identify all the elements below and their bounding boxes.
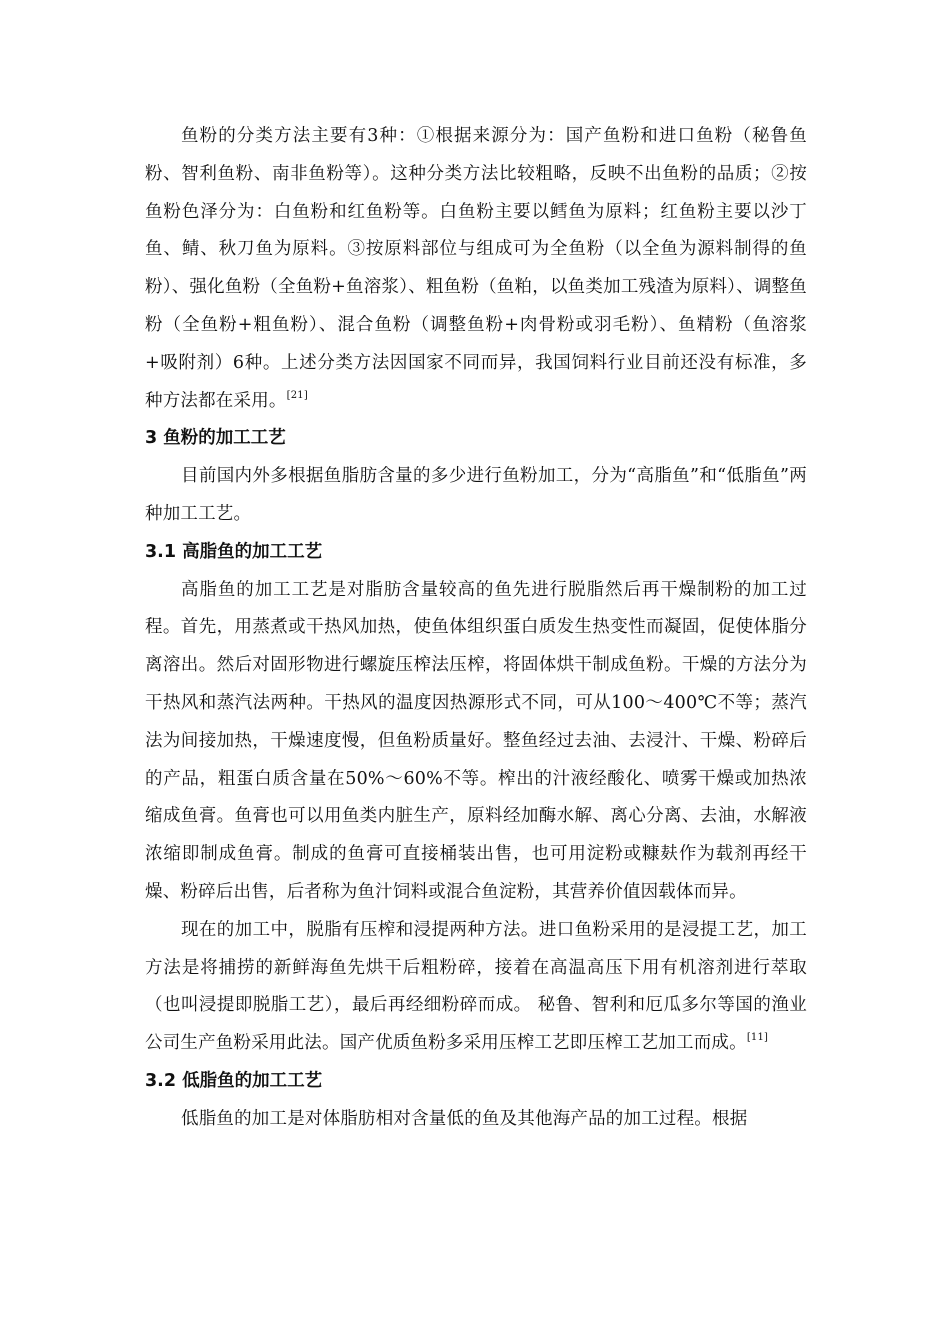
document-body (145, 118, 807, 1139)
paragraph-low-fat-process (145, 1101, 807, 1139)
citation-ref: [21] (286, 389, 308, 401)
paragraph-text: 鱼粉的分类方法主要有3种：①根据来源分为：国产鱼粉和进口鱼粉（秘鲁鱼粉、智利鱼粉、南非鱼粉等）。这种分类方法比较粗略，反映不出鱼粉的品质；②按鱼粉色泽分为：白鱼粉和红鱼粉等。白鱼粉主要以鳕鱼为原料；红鱼粉主要以沙丁鱼、鲭、秋刀鱼为原料。③按原料部位与组成可为全鱼粉（以全鱼为源料制得的鱼粉）、强化鱼粉（全鱼粉+鱼溶浆）、粗鱼粉（鱼粕，以鱼类加工残渣为原料）、调整鱼粉（全鱼粉+粗鱼粉）、混合鱼粉（调整鱼粉+肉骨粉或羽毛粉）、鱼精粉（鱼溶浆+吸附剂）6种。上述分类方法因国家不同而异，我国饲料行业目前还没有标准，多种方法都在采用。 (145, 126, 807, 411)
paragraph-processing-intro (145, 458, 807, 534)
paragraph-text: 现在的加工中，脱脂有压榨和浸提两种方法。进口鱼粉采用的是浸提工艺，加工方法是将捕捞的新鲜海鱼先烘干后粗粉碎，接着在高温高压下用有机溶剂进行萃取（也叫浸提即脱脂工艺），最后再经细粉碎而成。 秘鲁、智利和厄瓜多尔等国的渔业公司生产鱼粉采用此法。国产优质鱼粉多采用压榨工艺即压榨工艺加工而成。 (145, 919, 807, 1054)
paragraph-text: 目前国内外多根据鱼脂肪含量的多少进行鱼粉加工，分为“高脂鱼”和“低脂鱼”两种加工工艺。 (145, 466, 807, 524)
paragraph-text: 低脂鱼的加工是对体脂肪相对含量低的鱼及其他海产品的加工过程。根据 (181, 1108, 748, 1129)
paragraph-text: 高脂鱼的加工工艺是对脂肪含量较高的鱼先进行脱脂然后再干燥制粉的加工过程。首先，用蒸煮或干热风加热，使鱼体组织蛋白质发生热变性而凝固，促使体脂分离溶出。然后对固形物进行螺旋压榨法压榨，将固体烘干制成鱼粉。干燥的方法分为干热风和蒸汽法两种。干热风的温度因热源形式不同，可从100～400℃不等；蒸汽法为间接加热，干燥速度慢，但鱼粉质量好。整鱼经过去油、去浸汁、干燥、粉碎后的产品，粗蛋白质含量在50%～60%不等。榨出的汁液经酸化、喷雾干燥或加热浓缩成鱼膏。鱼膏也可以用鱼类内脏生产，原料经加酶水解、离心分离、去油，水解液浓缩即制成鱼膏。制成的鱼膏可直接桶装出售，也可用淀粉或糠麸作为载剂再经干燥、粉碎后出售，后者称为鱼汁饲料或混合鱼淀粉，其营养价值因载体而异。 (145, 579, 807, 902)
paragraph-fishmeal-classification (145, 118, 807, 420)
section-heading-3-1: 3.1 高脂鱼的加工工艺 (145, 541, 323, 562)
section-heading-3-2: 3.2 低脂鱼的加工工艺 (145, 1070, 323, 1091)
section-heading-3: 3 鱼粉的加工工艺 (145, 428, 286, 449)
paragraph-high-fat-process (145, 572, 807, 912)
citation-ref: [11] (746, 1032, 769, 1044)
paragraph-degreasing-methods (145, 912, 807, 1063)
